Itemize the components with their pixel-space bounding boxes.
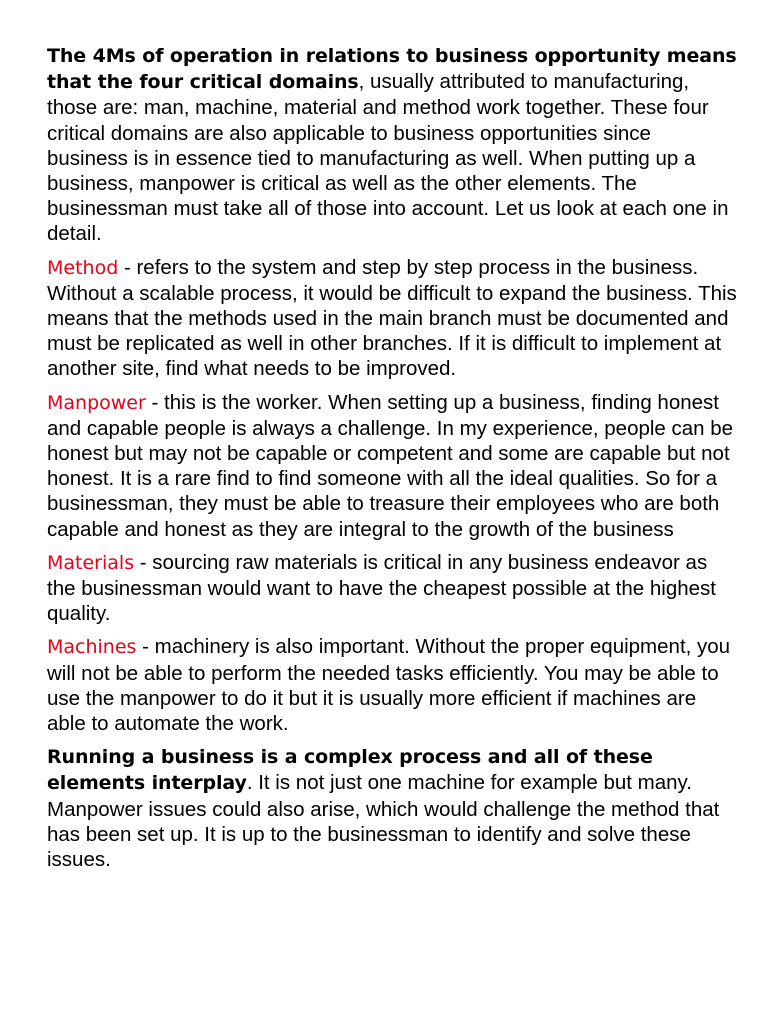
document-page [47, 43, 737, 880]
conclusion-paragraph [47, 744, 737, 872]
manpower-paragraph [47, 390, 737, 542]
conclusion-text: . It is not just one machine for example but many. Manpower issues could also arise, which would challenge the method that has been set up. It is up to the businessman to identify and solve these issues. [47, 771, 720, 872]
manpower-term: Manpower [47, 391, 146, 414]
materials-text: - sourcing raw materials is critical in any business endeavor as the businessman would want to have the cheapest possible at the highest quality. [47, 550, 716, 626]
manpower-text: - this is the worker. When setting up a business, finding honest and capable people is always a challenge. In my experience, people can be honest but may not be capable or competent and some are capable but not honest. It is a rare find to find someone with all the ideal qualities. So for a businessman, they must be able to treasure their employees who are both capable and honest as they are integral to the growth of the business [47, 390, 734, 541]
machines-term: Machines [47, 636, 137, 659]
method-text: - refers to the system and step by step process in the business. Without a scalable process, it would be difficult to expand the business. This means that the methods used in the main branch must be documented and must be replicated as well in other branches. If it is difficult to implement at another site, find what needs to be improved. [47, 255, 737, 381]
materials-term: Materials [47, 551, 135, 574]
intro-paragraph [47, 43, 737, 247]
machines-paragraph [47, 634, 737, 736]
conclusion-lead: Running a business is a complex process and all of these elements interplay [47, 746, 653, 795]
intro-text: , usually attributed to manufacturing, those are: man, machine, material and method work together. These four critical domains are also applicable to business opportunities since business is in essence tied to manufacturing as well. When putting up a business, manpower is critical as well as the other elements. The businessman must take all of those into account. Let us look at each one in detail. [47, 70, 729, 246]
machines-text: - machinery is also important. Without the proper equipment, you will not be able to perform the needed tasks efficiently. You may be able to use the manpower to do it but it is usually more efficient if machines are able to automate the work. [47, 635, 731, 736]
method-term: Method [47, 256, 119, 279]
intro-lead: The 4Ms of operation in relations to business opportunity means that the four critical domains [47, 45, 737, 94]
materials-paragraph [47, 550, 737, 627]
method-paragraph [47, 255, 737, 382]
